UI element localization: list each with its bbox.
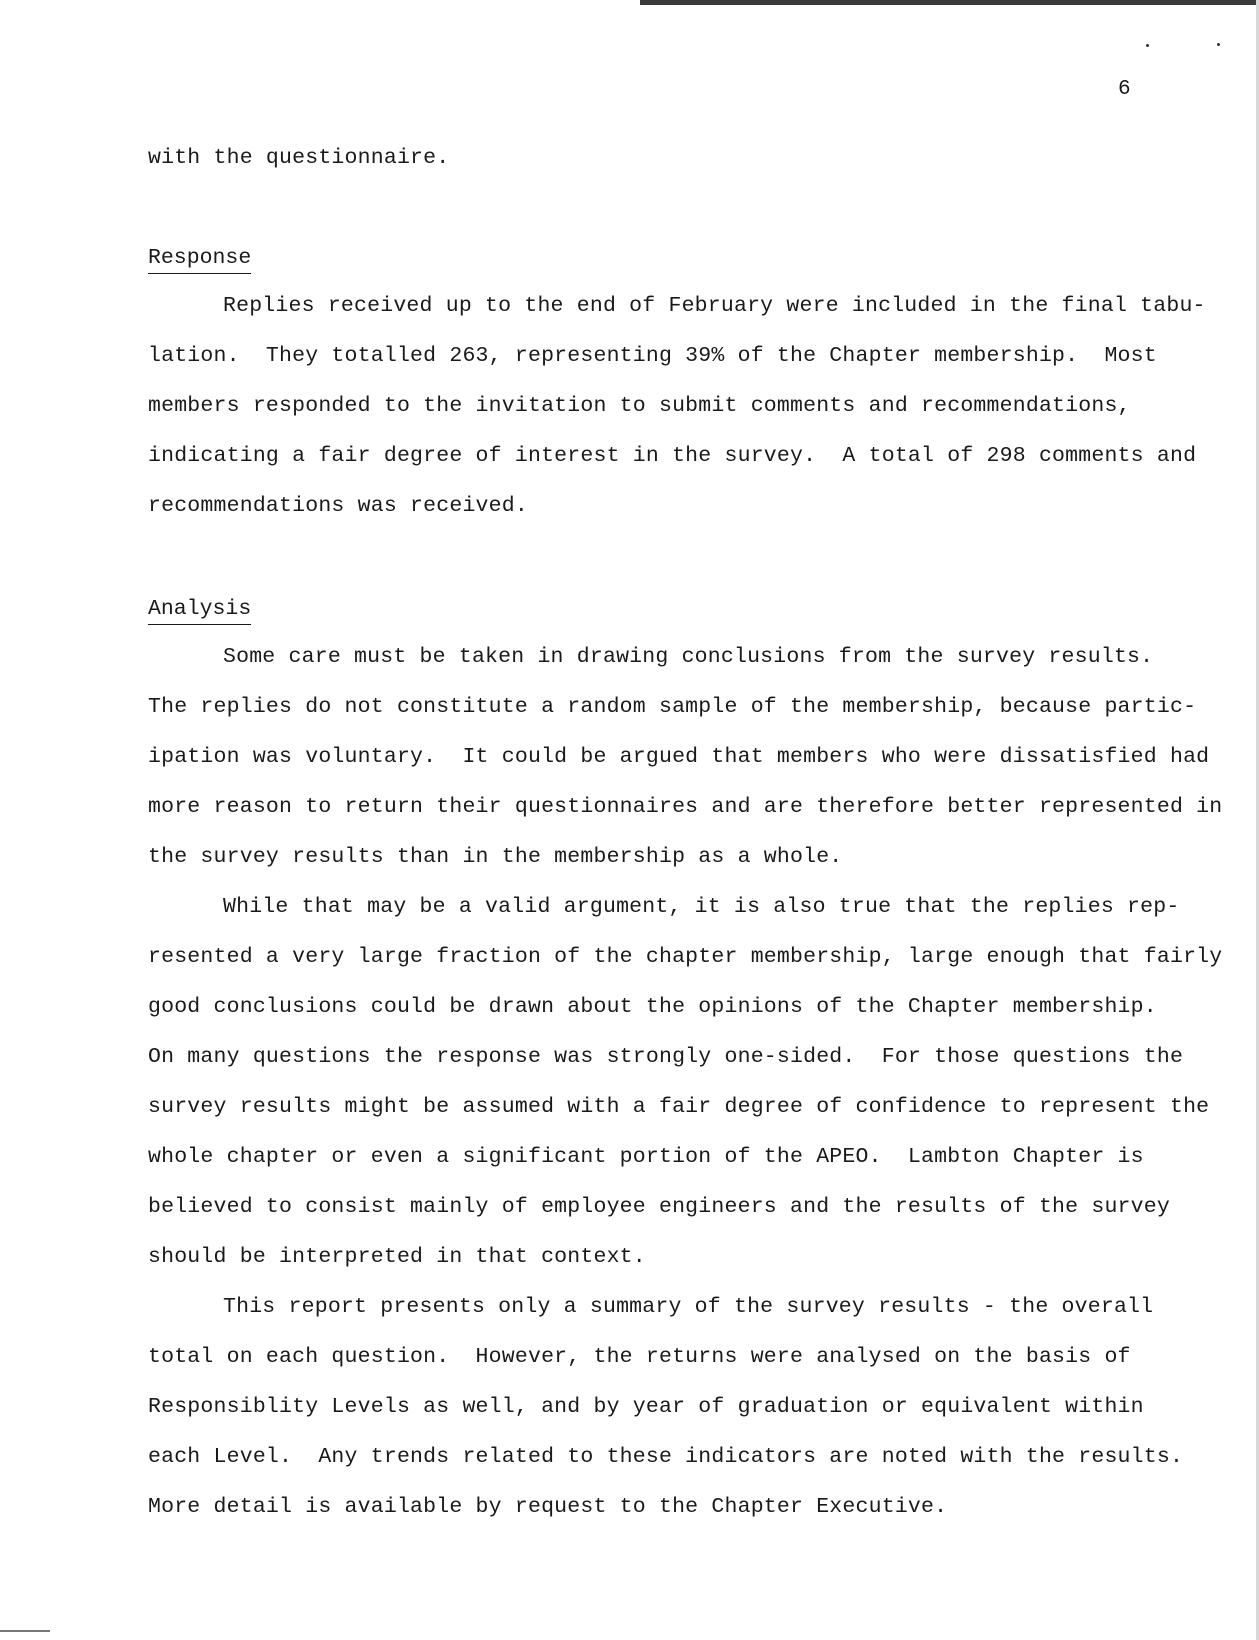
text-line: resented a very large fraction of the chapter membership, large enough that fairly bbox=[148, 945, 1223, 969]
text-line: each Level. Any trends related to these indicators are noted with the results. bbox=[148, 1445, 1184, 1469]
text-line: members responded to the invitation to submit comments and recommendations, bbox=[148, 394, 1131, 418]
text-line: This report presents only a summary of the survey results - the overall bbox=[223, 1295, 1154, 1319]
scan-speck bbox=[1146, 44, 1149, 47]
text-line: should be interpreted in that context. bbox=[148, 1245, 646, 1269]
text-line: survey results might be assumed with a fair degree of confidence to represent the bbox=[148, 1095, 1210, 1119]
text-line: total on each question. However, the returns were analysed on the basis of bbox=[148, 1345, 1131, 1369]
text-line: good conclusions could be drawn about the opinions of the Chapter membership. bbox=[148, 995, 1157, 1019]
text-line: the survey results than in the membership as a whole. bbox=[148, 845, 843, 869]
text-line: Replies received up to the end of February were included in the final tabu- bbox=[223, 294, 1206, 318]
text-line: lation. They totalled 263, representing 39% of the Chapter membership. Most bbox=[148, 344, 1157, 368]
text-line: On many questions the response was strongly one-sided. For those questions the bbox=[148, 1045, 1184, 1069]
page-number: 6 bbox=[1118, 78, 1131, 101]
text-line: with the questionnaire. bbox=[148, 146, 450, 170]
text-line: recommendations was received. bbox=[148, 494, 528, 518]
response-paragraph bbox=[148, 281, 1206, 531]
section-heading-analysis: Analysis bbox=[148, 595, 251, 625]
scan-edge-top bbox=[640, 0, 1259, 5]
text-line: The replies do not constitute a random sample of the membership, because partic- bbox=[148, 695, 1197, 719]
text-line: whole chapter or even a significant portion of the APEO. Lambton Chapter is bbox=[148, 1145, 1144, 1169]
scan-speck bbox=[1217, 43, 1220, 46]
text-line: believed to consist mainly of employee engineers and the results of the survey bbox=[148, 1195, 1170, 1219]
text-line: More detail is available by request to the Chapter Executive. bbox=[148, 1495, 948, 1519]
text-line: more reason to return their questionnaires and are therefore better represented in bbox=[148, 795, 1223, 819]
intro-text bbox=[148, 133, 1188, 183]
analysis-paragraphs bbox=[148, 632, 1223, 1532]
text-line: ipation was voluntary. It could be argued that members who were dissatisfied had bbox=[148, 745, 1210, 769]
scan-edge-bottom bbox=[0, 1630, 50, 1632]
text-line: indicating a fair degree of interest in the survey. A total of 298 comments and bbox=[148, 444, 1197, 468]
text-line: Responsiblity Levels as well, and by year of graduation or equivalent within bbox=[148, 1395, 1144, 1419]
text-line: While that may be a valid argument, it is also true that the replies rep- bbox=[223, 895, 1180, 919]
text-line: Some care must be taken in drawing conclusions from the survey results. bbox=[223, 645, 1154, 669]
section-heading-response: Response bbox=[148, 244, 251, 274]
